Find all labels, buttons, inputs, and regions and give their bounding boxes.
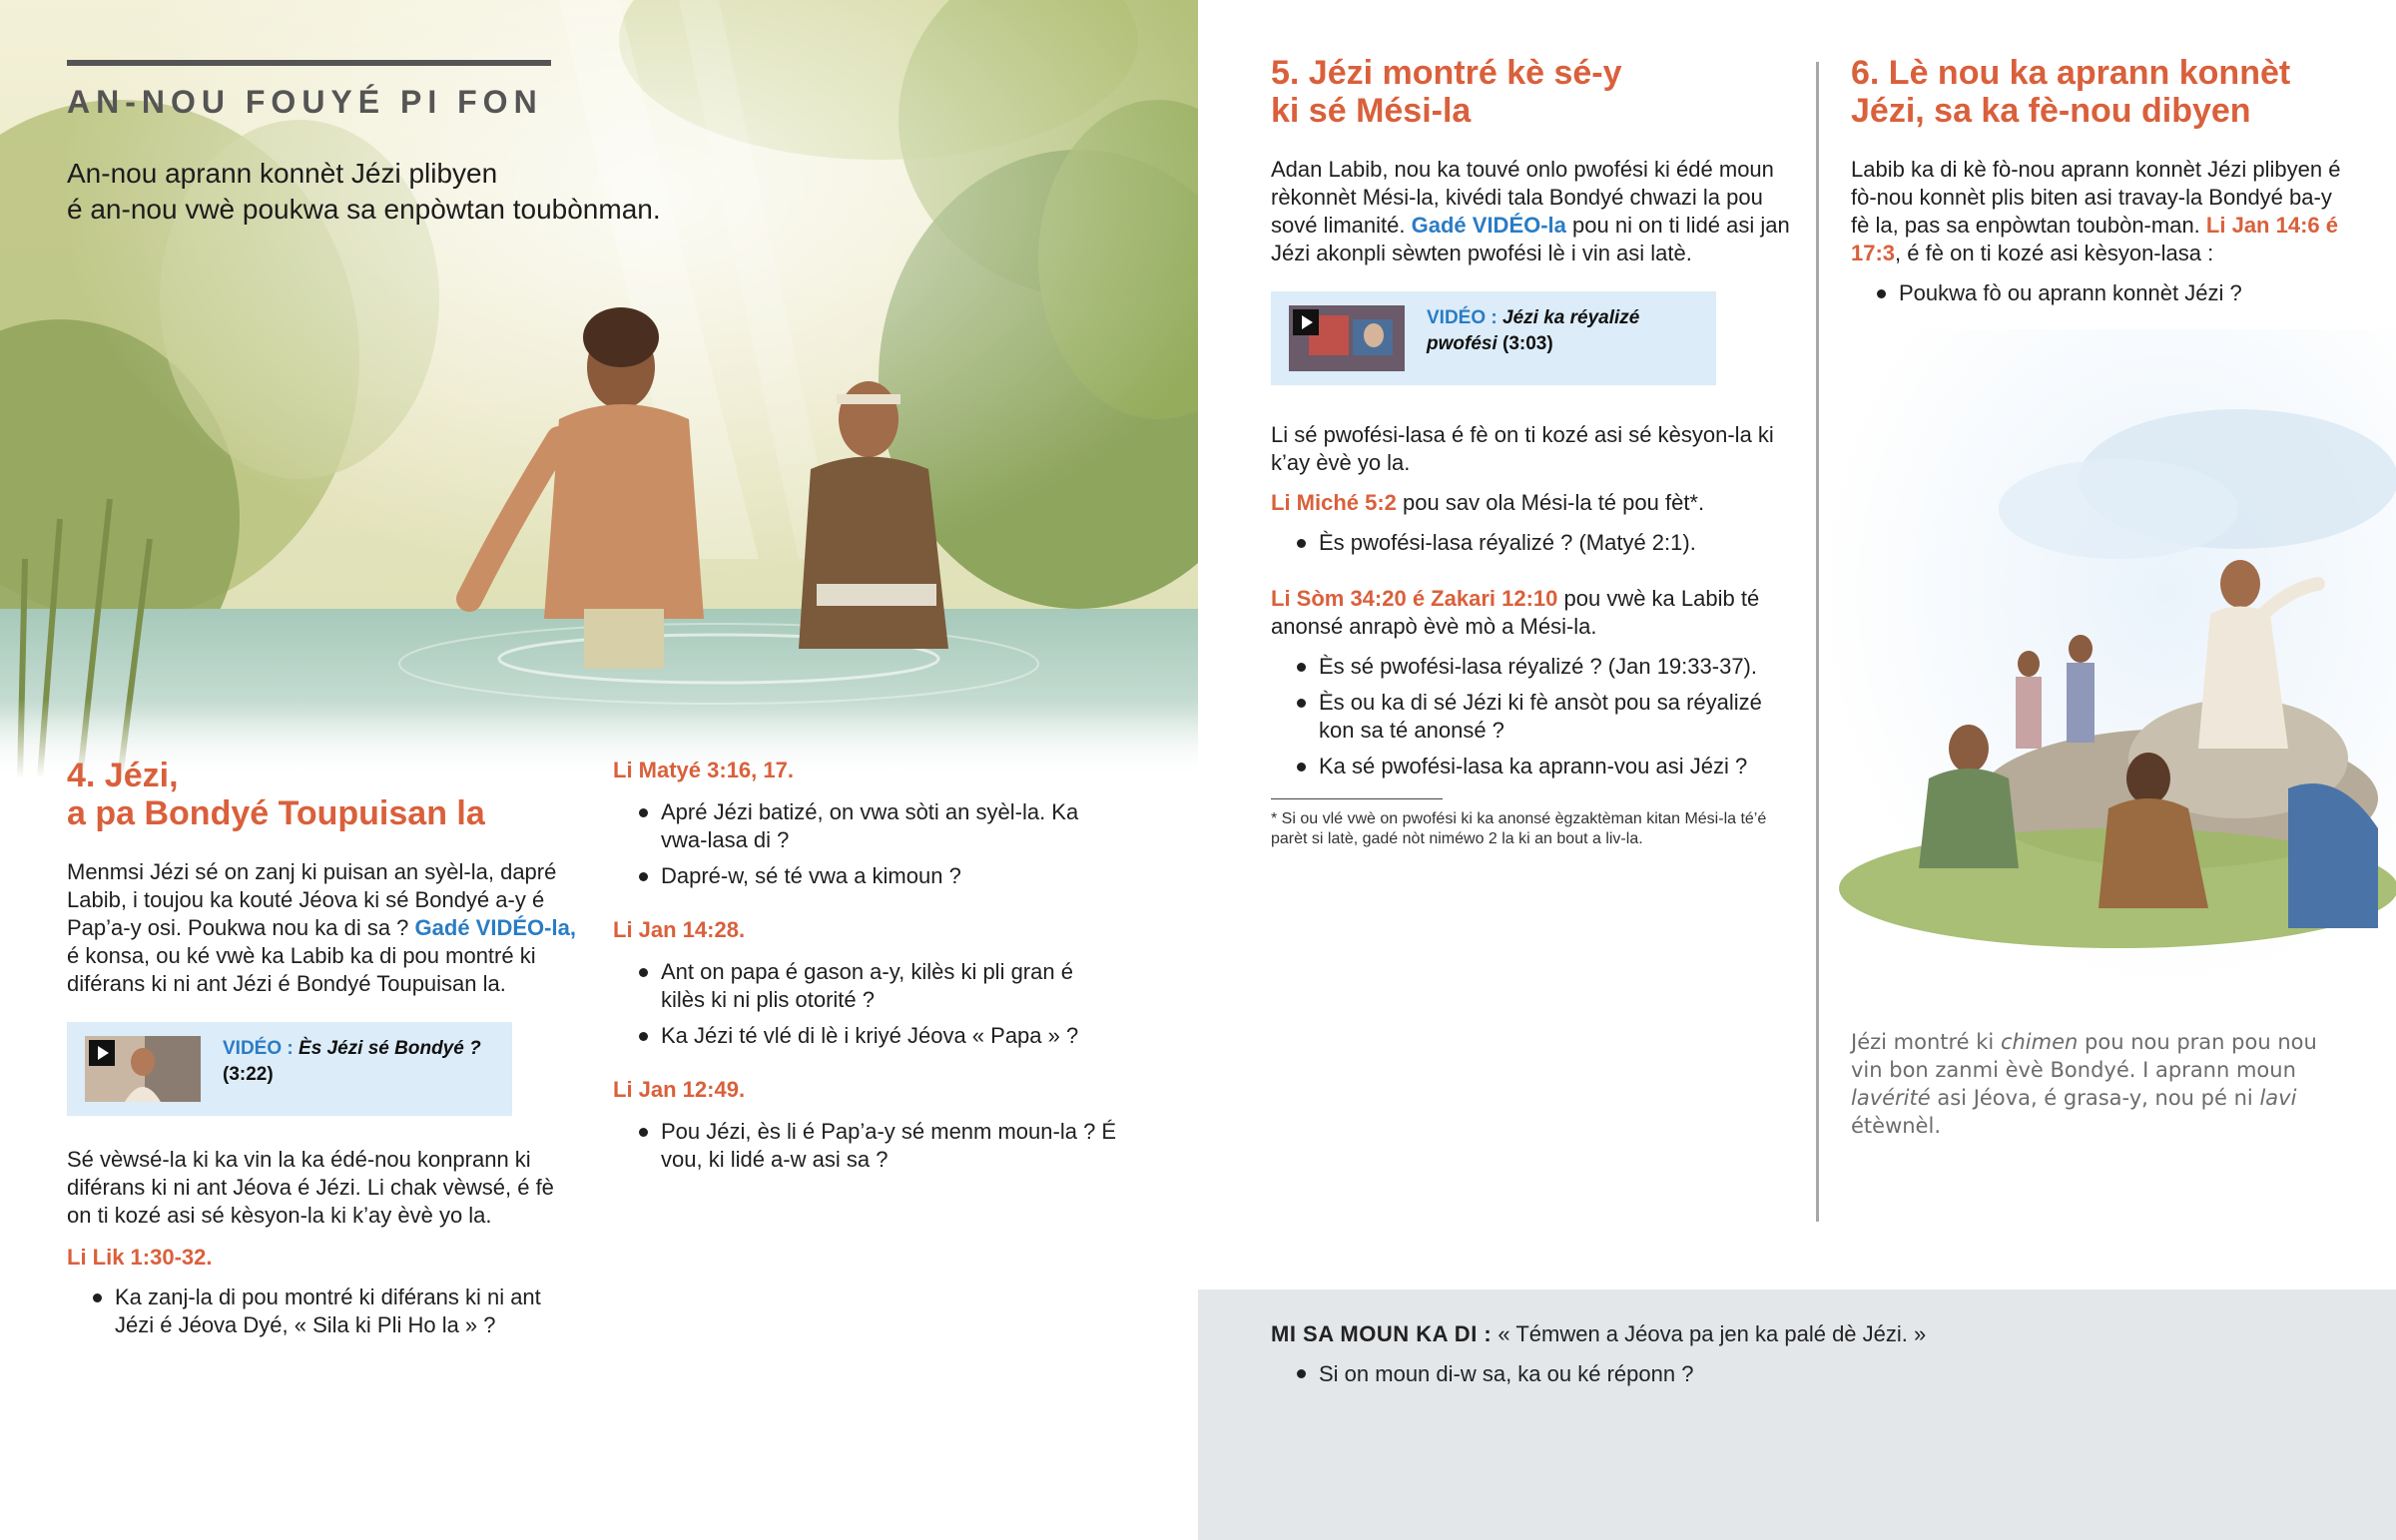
section-4-column [67, 757, 581, 1347]
section-5-heading [1271, 54, 1790, 130]
section-4-column-2 [613, 757, 1122, 1182]
scripture-ref-micah: Li Miché 5:2 [1271, 490, 1397, 515]
question-item: Pou Jézi, ès li é Pap’a-y sé menm moun-la ? É vou, ki lidé a-w asi sa ? [613, 1118, 1122, 1174]
some-people-say-panel [1198, 1289, 2396, 1540]
watch-video-link[interactable]: Gadé VIDÉO-la [1411, 213, 1566, 238]
caption-text: étèwnèl. [1851, 1114, 1941, 1138]
objection-heading: MI SA MOUN KA DI : [1271, 1321, 1493, 1346]
question-item: Si on moun di-w sa, ka ou ké réponn ? [1271, 1359, 2329, 1389]
play-icon[interactable] [89, 1040, 115, 1066]
section-4-heading-line-2: a pa Bondyé Toupuisan la [67, 794, 485, 832]
question-item: Apré Jézi batizé, on vwa sòti an syèl-la. Ka vwa-lasa di ? [613, 798, 1122, 854]
caption-emphasis-truth: lavérité [1851, 1086, 1931, 1110]
section-5-heading-line-1: 5. Jézi montré kè sé-y [1271, 54, 1622, 92]
video-label: VIDÉO : [1427, 307, 1498, 328]
play-icon[interactable] [1293, 309, 1319, 335]
section-6-heading-line-1: 6. Lè nou ka aprann konnèt [1851, 54, 2291, 92]
s5-p1-text: Adan Labib, nou ka touvé onlo pwofési ki édé moun rèkonnèt Mési-la, kivédi tala Bondyé chwazi la pou sové limanité. [1271, 157, 1774, 238]
question-item: Ès ou ka di sé Jézi ki fè ansòt pou sa réyalizé kon sa té anonsé ? [1271, 689, 1790, 745]
section-5-column [1271, 54, 1790, 849]
jesus-teaching-illustration [1819, 329, 2396, 988]
footnote-rule [1271, 798, 1443, 799]
video-thumbnail[interactable] [85, 1036, 201, 1102]
objection-line [1271, 1319, 2329, 1349]
section-5-paragraph-2: Li sé pwofési-lasa é fè on ti kozé asi sé kèsyon-la ki k’ay èvè yo la. [1271, 422, 1774, 475]
s4-p1-text-end: é konsa, ou ké vwè ka Labib ka di pou montré ki diférans ki ni ant Jézi é Bondyé Toupuisan la. [67, 943, 536, 996]
intro-line-2: é an-nou vwè poukwa sa enpòwtan toubònman. [67, 194, 661, 225]
footnote: * Si ou vlé vwè on pwofési ki ka anonsé ègzaktèman kitan Mési-la té’é parèt si latè, gadé nòt niméwo 2 la ki an bout a liv-la. [1271, 810, 1767, 847]
question-item: Ant on papa é gason a-y, kilès ki pli gran é kilès ki ni plis otorité ? [613, 958, 1122, 1014]
question-item: Ès sé pwofési-lasa réyalizé ? (Jan 19:33-37). [1271, 653, 1790, 681]
video-caption [1427, 305, 1698, 357]
section-4-paragraph-2: Sé vèwsé-la ki ka vin la ka édé-nou konprann ki diférans ki ni ant Jéova é Jézi. Li chak vèwsé, é fè on ti kozé asi sé kèsyon-la ki k’ay èvè yo la. [67, 1147, 554, 1228]
micah-ref-line [1271, 489, 1790, 517]
scripture-ref-matthew: Li Matyé 3:16, 17. [613, 758, 794, 782]
kicker-rule [67, 60, 551, 66]
intro-line-1: An-nou aprann konnèt Jézi plibyen [67, 158, 498, 189]
scripture-ref-john-14-28: Li Jan 14:28. [613, 917, 746, 942]
video-thumbnail[interactable] [1289, 305, 1405, 371]
section-kicker: AN-NOU FOUYÉ PI FON [67, 84, 543, 120]
question-item: Ès pwofési-lasa réyalizé ? (Matyé 2:1). [1271, 529, 1790, 557]
caption-text: Jézi montré ki [1851, 1030, 1995, 1054]
section-6-column [1851, 54, 2350, 315]
section-5-paragraph-1 [1271, 156, 1790, 267]
watch-video-link[interactable]: Gadé VIDÉO-la, [414, 915, 576, 940]
section-4-heading [67, 757, 581, 832]
right-page [1198, 0, 2396, 1540]
s6-p1-text: Labib ka di kè fò-nou aprann konnèt Jézi plibyen é fò-nou konnèt plis biten asi travay-la Bondyé ba-y fè la, pas sa enpòwtan toubòn-man. [1851, 157, 2341, 238]
s5-p1-text-end: pou ni on ti lidé asi jan Jézi akonpli sèwten pwofési lè i vin asi latè. [1271, 213, 1790, 265]
section-4-heading-line-1: 4. Jézi, [67, 757, 179, 794]
question-item: Ka sé pwofési-lasa ka aprann-vou asi Jézi ? [1271, 753, 1790, 780]
video-label: VIDÉO : [223, 1038, 294, 1059]
scripture-ref-psalm-zechariah: Li Sòm 34:20 é Zakari 12:10 [1271, 586, 1558, 611]
psalm-ref-text: pou vwè ka Labib té anonsé anrapò èvè mò a Mési-la. [1271, 586, 1760, 639]
video-card-jesus-god[interactable] [67, 1022, 512, 1116]
section-6-heading [1851, 54, 2350, 130]
micah-ref-text: pou sav ola Mési-la té pou fèt*. [1403, 490, 1705, 515]
video-duration: (3:22) [223, 1064, 274, 1085]
section-4-paragraph-1 [67, 858, 581, 998]
s6-p1-text-end: , é fè on ti kozé asi kèsyon-lasa : [1895, 241, 2214, 265]
scripture-ref-john-14-6: Li Jan 14:6 é 17:3 [1851, 213, 2338, 265]
video-title: Jézi ka réyalizé pwofési [1427, 307, 1640, 354]
video-caption [223, 1036, 481, 1088]
section-6-paragraph-1 [1851, 156, 2350, 267]
some-people-say-content [1271, 1319, 2329, 1397]
video-duration: (3:03) [1502, 333, 1553, 354]
video-title: Ès Jézi sé Bondyé ? [299, 1038, 481, 1059]
objection-quote: « Témwen a Jéova pa jen ka palé dè Jézi. » [1498, 1321, 1927, 1346]
question-item: Ka zanj-la di pou montré ki diférans ki ni ant Jézi é Jéova Dyé, « Sila ki Pli Ho la » ? [67, 1283, 581, 1339]
question-item: Ka Jézi té vlé di lè i kriyé Jéova « Papa » ? [613, 1022, 1122, 1050]
illustration-caption [1851, 1028, 2320, 1140]
scripture-ref-john-12-49: Li Jan 12:49. [613, 1077, 746, 1102]
s4-p1-text: Menmsi Jézi sé on zanj ki puisan an syèl-la, dapré Labib, i toujou ka kouté Jéova ki sé Bondyé a-y é Pap’a-y osi. Poukwa nou ka di sa ? [67, 859, 557, 940]
section-6-heading-line-2: Jézi, sa ka fè-nou dibyen [1851, 92, 2251, 130]
scripture-ref-luke: Li Lik 1:30-32. [67, 1245, 213, 1270]
caption-emphasis-way: chimen [2000, 1030, 2079, 1054]
caption-text: pou nou pran pou nou vin bon zanmi èvè Bondyé. I aprann moun [1851, 1030, 2317, 1082]
section-5-heading-line-2: ki sé Mési-la [1271, 92, 1472, 130]
caption-text: asi Jéova, é grasa-y, nou pé ni [1937, 1086, 2253, 1110]
question-item: Poukwa fò ou aprann konnèt Jézi ? [1851, 279, 2350, 307]
psalm-ref-line [1271, 585, 1790, 641]
intro-text [67, 156, 746, 228]
video-card-prophecies[interactable] [1271, 291, 1716, 385]
caption-emphasis-life: lavi [2259, 1086, 2297, 1110]
question-item: Dapré-w, sé té vwa a kimoun ? [613, 862, 1122, 890]
